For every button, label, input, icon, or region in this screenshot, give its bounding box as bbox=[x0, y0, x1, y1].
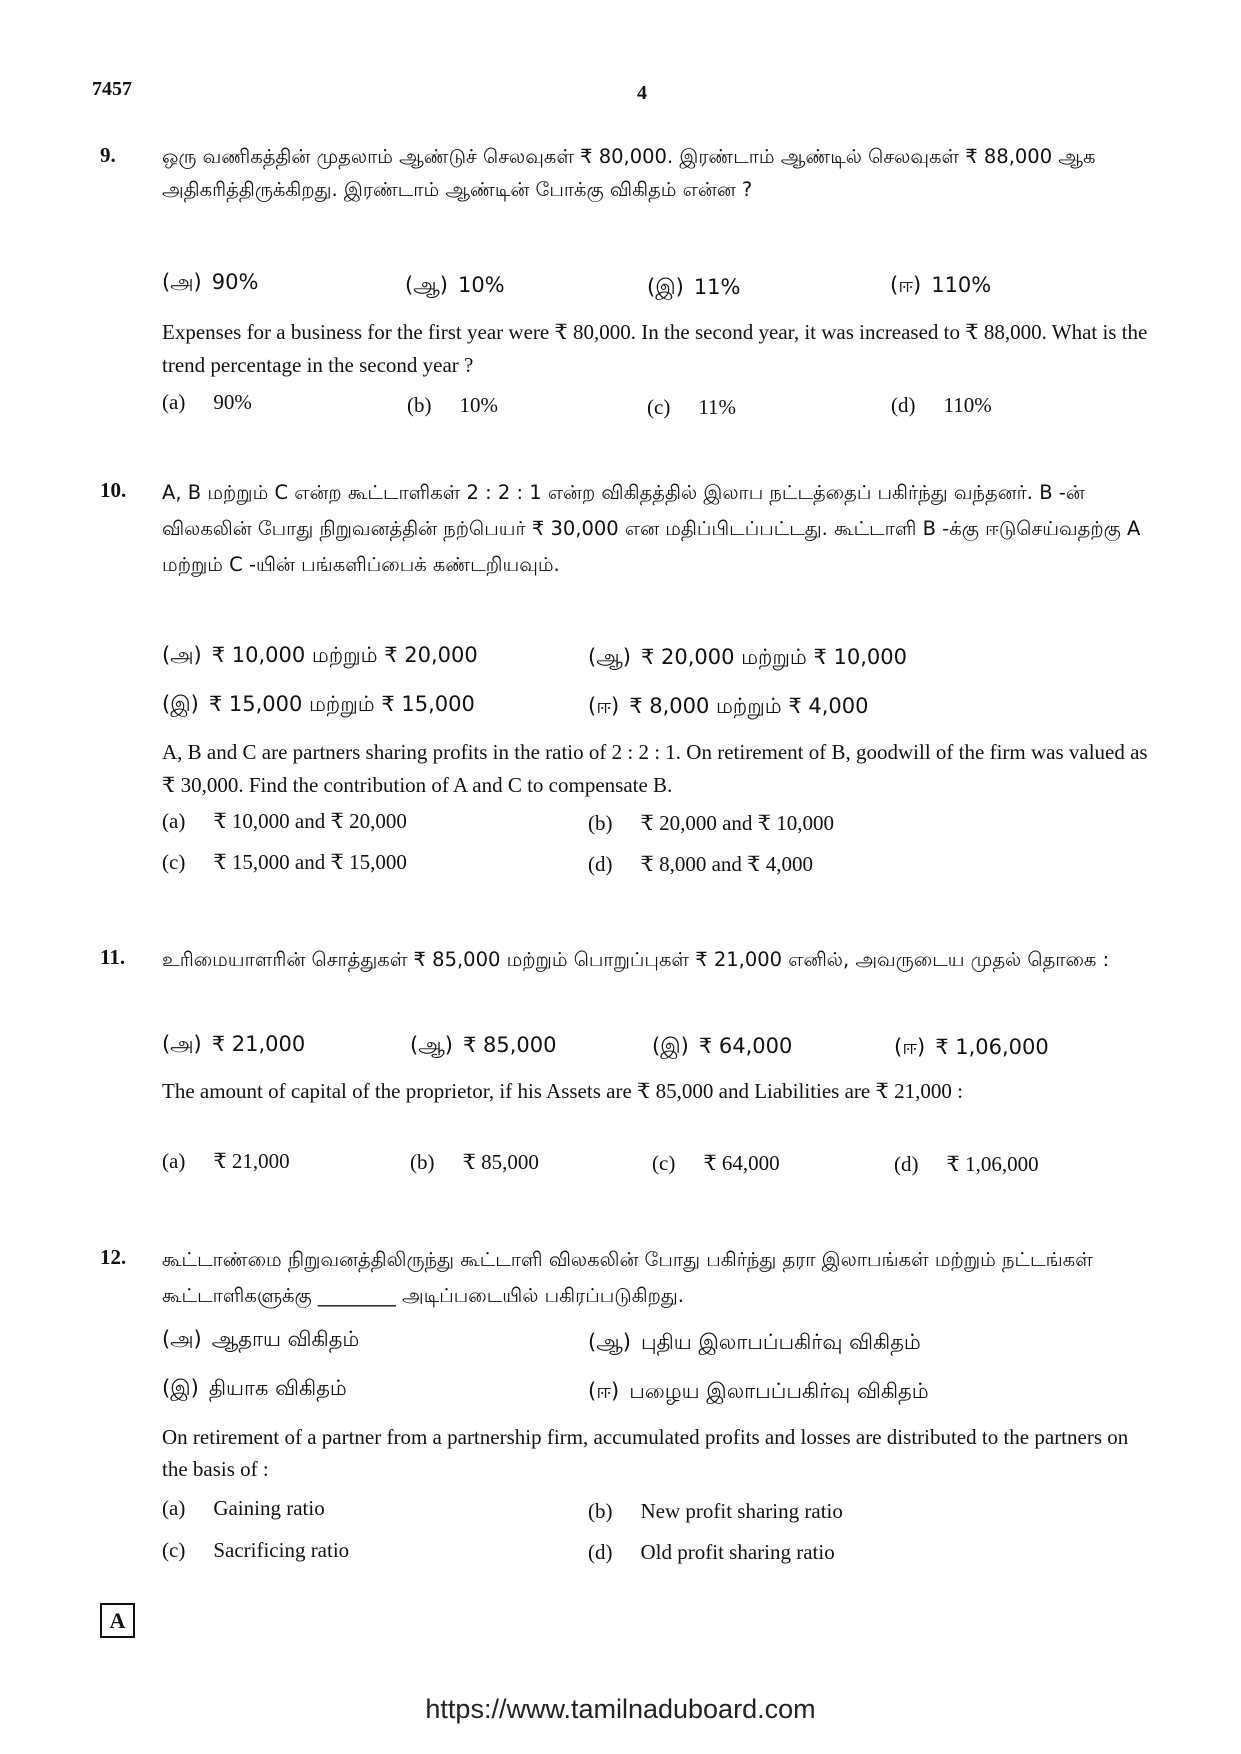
question-10-tamil-text: A, B மற்றும் C என்ற கூட்டாளிகள் 2 : 2 : 1 என்ற விகிதத்தில் இலாப நட்டத்தைப் பகிர்ந்து வந்தனர். B -ன் விலகலின் போது நிறுவனத்தின் நற்பெயர் ₹ 30,000 என மதிப்பிடப்பட்டது. கூட்டாளி B -க்கு ஈடுசெய்வதற்கு A மற்றும் C -யின் பங்களிப்பைக் கண்டறியவும். bbox=[162, 481, 1141, 576]
question-12-english-text: On retirement of a partner from a partnership firm, accumulated profits and losses are distributed to the partners on the basis of : bbox=[162, 1425, 1129, 1481]
option-label: (d) bbox=[894, 1152, 919, 1176]
option-value: 110% bbox=[943, 393, 992, 417]
option-value: 10% bbox=[459, 393, 498, 417]
question-10-tamil-option-d[interactable] bbox=[588, 694, 869, 721]
option-label: (ஈ) bbox=[894, 1035, 926, 1059]
question-9-english-option-c[interactable] bbox=[647, 395, 736, 420]
option-value: 90% bbox=[213, 390, 252, 414]
question-9-number: 9. bbox=[100, 143, 116, 167]
option-value: Old profit sharing ratio bbox=[640, 1540, 835, 1564]
option-label: (அ) bbox=[162, 643, 202, 667]
question-11-tamil-text: உரிமையாளரின் சொத்துகள் ₹ 85,000 மற்றும் பொறுப்புகள் ₹ 21,000 எனில், அவருடைய முதல் தொகை : bbox=[162, 948, 1110, 971]
option-label: (d) bbox=[588, 852, 613, 876]
question-10-tamil-option-b[interactable] bbox=[588, 645, 907, 672]
option-label: (ஈ) bbox=[588, 694, 620, 718]
option-label: (b) bbox=[407, 393, 432, 417]
option-label: (அ) bbox=[162, 1032, 202, 1056]
question-12-tamil-text: கூட்டாண்மை நிறுவனத்திலிருந்து கூட்டாளி விலகலின் போது பகிர்ந்து தரா இலாபங்கள் மற்றும் நட்டங்கள் கூட்டாளிகளுக்கு ________ அடிப்படையில் பகிரப்படுகிறது. bbox=[162, 1248, 1093, 1307]
option-value: ₹ 15,000 மற்றும் ₹ 15,000 bbox=[208, 692, 475, 716]
option-value: New profit sharing ratio bbox=[640, 1499, 843, 1523]
question-11-english-option-b[interactable] bbox=[410, 1150, 539, 1175]
option-label: (ஈ) bbox=[890, 273, 922, 297]
option-label: (b) bbox=[588, 811, 613, 835]
option-label: (ஆ) bbox=[588, 1330, 631, 1354]
question-9-tamil-option-b[interactable] bbox=[405, 273, 505, 300]
option-value: ₹ 10,000 மற்றும் ₹ 20,000 bbox=[211, 643, 478, 667]
option-value: 110% bbox=[931, 273, 992, 297]
question-9-english-option-d[interactable] bbox=[891, 393, 992, 418]
question-12-english-option-b[interactable] bbox=[588, 1499, 843, 1524]
question-11-english-option-c[interactable] bbox=[652, 1151, 780, 1176]
option-label: (b) bbox=[588, 1499, 613, 1523]
option-value: ₹ 64,000 bbox=[703, 1151, 780, 1175]
page-number: 4 bbox=[637, 82, 647, 104]
question-10-tamil-option-c[interactable] bbox=[162, 692, 475, 719]
question-11-number: 11. bbox=[100, 945, 126, 969]
question-11-tamil-option-a[interactable] bbox=[162, 1032, 305, 1059]
option-value: பழைய இலாபப்பகிர்வு விகிதம் bbox=[629, 1379, 929, 1403]
option-value: 10% bbox=[457, 273, 505, 297]
question-9-tamil-option-a[interactable] bbox=[162, 270, 258, 297]
option-value: ₹ 15,000 and ₹ 15,000 bbox=[213, 850, 407, 874]
option-value: ₹ 85,000 bbox=[462, 1033, 557, 1057]
question-9-english-text: Expenses for a business for the first year were ₹ 80,000. In the second year, it was increased to ₹ 88,000. What is the trend percentage in the second year ? bbox=[162, 320, 1148, 377]
option-label: (ஆ) bbox=[410, 1033, 453, 1057]
option-value: ₹ 8,000 and ₹ 4,000 bbox=[640, 852, 814, 876]
option-value: ₹ 21,000 bbox=[211, 1032, 306, 1056]
question-9-tamil-option-d[interactable] bbox=[890, 273, 991, 300]
question-12-tamil-option-d[interactable] bbox=[588, 1379, 929, 1406]
option-value: ₹ 64,000 bbox=[698, 1034, 793, 1058]
question-12-english-option-d[interactable] bbox=[588, 1540, 835, 1565]
option-label: (ஈ) bbox=[588, 1379, 620, 1403]
question-10-tamil-option-a[interactable] bbox=[162, 643, 478, 670]
question-10-number: 10. bbox=[100, 478, 127, 502]
option-value: 11% bbox=[698, 395, 737, 419]
question-10-english-text: A, B and C are partners sharing profits in the ratio of 2 : 2 : 1. On retirement of B, goodwill of the firm was valued as ₹ 30,000. Find the contribution of A and C to compensate B. bbox=[162, 740, 1148, 797]
option-label: (c) bbox=[647, 395, 671, 419]
question-12-number: 12. bbox=[100, 1245, 127, 1269]
option-value: 11% bbox=[693, 275, 741, 299]
option-value: ₹ 20,000 and ₹ 10,000 bbox=[640, 811, 835, 835]
question-10-english-option-b[interactable] bbox=[588, 811, 834, 836]
footer-url[interactable]: https://www.tamilnaduboard.com bbox=[425, 1694, 816, 1724]
option-value: ₹ 20,000 மற்றும் ₹ 10,000 bbox=[640, 645, 907, 669]
option-value: ₹ 85,000 bbox=[462, 1150, 539, 1174]
option-value: புதிய இலாபப்பகிர்வு விகிதம் bbox=[640, 1330, 921, 1354]
option-label: (a) bbox=[162, 1149, 186, 1173]
question-10-english-option-a[interactable] bbox=[162, 809, 407, 834]
question-9-english-option-a[interactable] bbox=[162, 390, 252, 415]
option-value: 90% bbox=[211, 270, 259, 294]
question-10-english-option-d[interactable] bbox=[588, 852, 813, 877]
option-value: ₹ 8,000 மற்றும் ₹ 4,000 bbox=[629, 694, 869, 718]
question-10-english-option-c[interactable] bbox=[162, 850, 407, 875]
question-11-english-option-a[interactable] bbox=[162, 1149, 290, 1174]
option-label: (ஆ) bbox=[588, 645, 631, 669]
option-label: (ஆ) bbox=[405, 273, 448, 297]
question-11-tamil-option-b[interactable] bbox=[410, 1033, 556, 1060]
question-11-tamil-option-c[interactable] bbox=[652, 1034, 792, 1061]
option-label: (இ) bbox=[647, 275, 684, 299]
question-11-english-text: The amount of capital of the proprietor, if his Assets are ₹ 85,000 and Liabilities are ₹ 21,000 : bbox=[162, 1079, 963, 1103]
question-12-tamil-option-b[interactable] bbox=[588, 1330, 921, 1357]
booklet-letter-box: A bbox=[100, 1603, 135, 1638]
question-9-english-option-b[interactable] bbox=[407, 393, 498, 418]
option-value: ஆதாய விகிதம் bbox=[211, 1327, 360, 1351]
option-value: ₹ 21,000 bbox=[213, 1149, 290, 1173]
option-label: (இ) bbox=[162, 692, 199, 716]
option-label: (a) bbox=[162, 809, 186, 833]
question-12-tamil-option-c[interactable] bbox=[162, 1376, 347, 1403]
question-12-english-option-a[interactable] bbox=[162, 1496, 325, 1521]
option-value: தியாக விகிதம் bbox=[208, 1376, 347, 1400]
option-label: (a) bbox=[162, 390, 186, 414]
question-9-tamil-option-c[interactable] bbox=[647, 275, 741, 302]
option-label: (a) bbox=[162, 1496, 186, 1520]
question-9-tamil-text: ஒரு வணிகத்தின் முதலாம் ஆண்டுச் செலவுகள் ₹ 80,000. இரண்டாம் ஆண்டில் செலவுகள் ₹ 88,000 ஆக அதிகரித்திருக்கிறது. இரண்டாம் ஆண்டின் போக்கு விகிதம் என்ன ? bbox=[162, 145, 1096, 201]
option-value: ₹ 10,000 and ₹ 20,000 bbox=[213, 809, 407, 833]
option-value: ₹ 1,06,000 bbox=[935, 1035, 1049, 1059]
option-label: (c) bbox=[652, 1151, 676, 1175]
question-11-tamil-option-d[interactable] bbox=[894, 1035, 1049, 1062]
option-value: Sacrificing ratio bbox=[213, 1538, 350, 1562]
question-12-tamil-option-a[interactable] bbox=[162, 1327, 359, 1354]
option-label: (d) bbox=[588, 1540, 613, 1564]
option-label: (c) bbox=[162, 1538, 186, 1562]
option-label: (b) bbox=[410, 1150, 435, 1174]
question-12-english-option-c[interactable] bbox=[162, 1538, 349, 1563]
option-label: (c) bbox=[162, 850, 186, 874]
paper-code: 7457 bbox=[92, 78, 132, 100]
option-label: (அ) bbox=[162, 1327, 202, 1351]
option-label: (இ) bbox=[162, 1376, 199, 1400]
option-label: (அ) bbox=[162, 270, 202, 294]
option-label: (இ) bbox=[652, 1034, 689, 1058]
option-label: (d) bbox=[891, 393, 916, 417]
question-11-english-option-d[interactable] bbox=[894, 1152, 1039, 1177]
option-value: ₹ 1,06,000 bbox=[946, 1152, 1039, 1176]
option-value: Gaining ratio bbox=[213, 1496, 325, 1520]
